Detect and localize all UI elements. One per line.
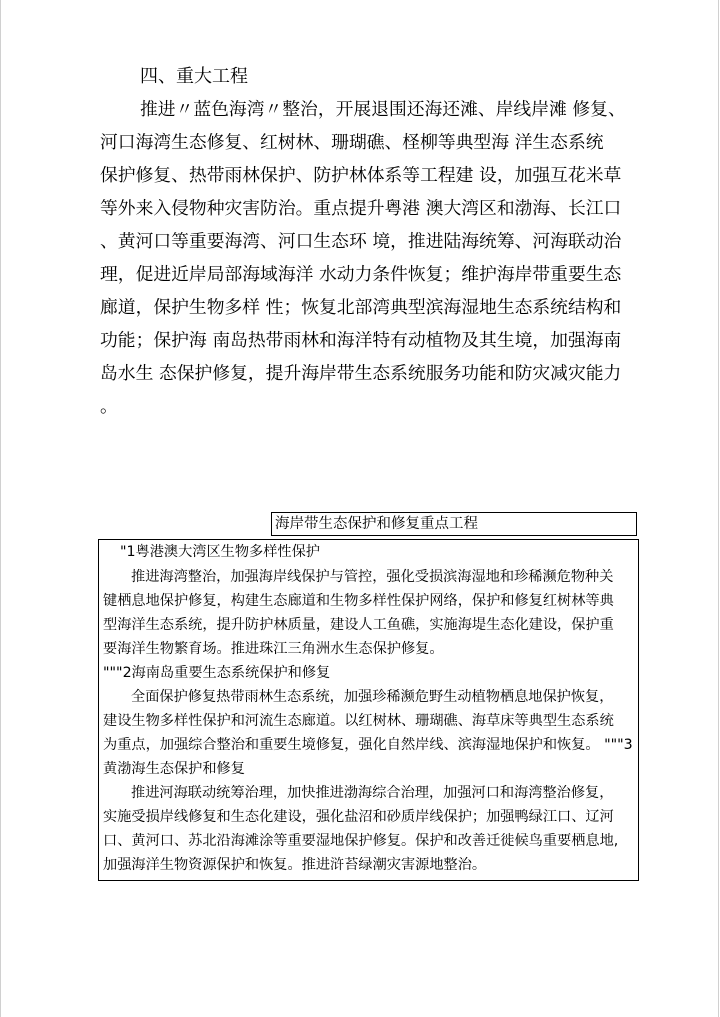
box-line: """2海南岛重要生态系统保护和修复 bbox=[103, 665, 331, 681]
paragraph-line: 等外来入侵物种灾害防治。重点提升粤港 澳大湾区和渤海、长江口 bbox=[100, 198, 622, 219]
paragraph-line: 推进〃蓝色海湾〃整治，开展退围还海还滩、岸线岸滩 修复、 bbox=[140, 99, 626, 120]
box-line: 口、黄河口、苏北沿海滩涂等重要湿地保护修复。保护和改善迁徙候鸟重要栖息地, bbox=[103, 833, 619, 849]
box-line: 型海洋生态系统，提升防护林质量，建设人工鱼礁，实施海堤生态化建设，保护重 bbox=[103, 617, 614, 633]
box-line: 推进海湾整治，加强海岸线保护与管控，强化受损滨海湿地和珍稀濒危物种关 bbox=[131, 569, 614, 585]
section-heading: 四、重大工程 bbox=[140, 66, 248, 87]
paragraph-line: 。 bbox=[100, 396, 118, 417]
box-line: 黄渤海生态保护和修复 bbox=[103, 761, 245, 777]
paragraph-line: 岛水生 态保护修复，提升海岸带生态系统服务功能和防灾减灾能力 bbox=[100, 363, 622, 384]
box-line: 为重点，加强综合整治和重要生境修复，强化自然岸线、滨海湿地保护和恢复。 """3 bbox=[103, 737, 633, 753]
box-line: 建设生物多样性保护和河流生态廊道。以红树林、珊瑚礁、海草床等典型生态系统 bbox=[103, 713, 614, 729]
paragraph-line: 理，促进近岸局部海域海洋 水动力条件恢复；维护海岸带重要生态 bbox=[100, 264, 622, 285]
paragraph-line: 廊道，保护生物多样 性；恢复北部湾典型滨海湿地生态系统结构和 bbox=[100, 297, 622, 318]
box-line: 推进河海联动统筹治理，加快推进渤海综合治理，加强河口和海湾整治修复， bbox=[131, 785, 614, 801]
paragraph-line: 功能；保护海 南岛热带雨林和海洋特有动植物及其生境，加强海南 bbox=[100, 330, 622, 351]
box-line: 键栖息地保护修复，构建生态廊道和生物多样性保护网络，保护和修复红树林等典 bbox=[103, 593, 614, 609]
paragraph-line: 保护修复、热带雨林保护、防护林体系等工程建 设，加强互花米草 bbox=[100, 165, 622, 186]
paragraph-line: 、黄河口等重要海湾、河口生态环 境，推进陆海统筹、河海联动治 bbox=[100, 231, 622, 252]
box-line: "1粤港澳大湾区生物多样性保护 bbox=[120, 544, 320, 560]
box-line: 加强海洋生物资源保护和恢复。推进浒苔绿潮灾害源地整治。 bbox=[103, 857, 487, 873]
box-line: 全面保护修复热带雨林生态系统，加强珍稀濒危野生动植物栖息地保护恢复， bbox=[131, 689, 614, 705]
box-line: 要海洋生物繁育场。推进珠江三角洲水生态保护修复。 bbox=[103, 641, 444, 657]
box-line: 实施受损岸线修复和生态化建设，强化盐沼和砂质岸线保护；加强鸭绿江口、辽河 bbox=[103, 809, 614, 825]
paragraph-line: 河口海湾生态修复、红树林、珊瑚礁、柽柳等典型海 洋生态系统 bbox=[100, 132, 604, 153]
box-title: 海岸带生态保护和修复重点工程 bbox=[271, 512, 637, 536]
key-projects-box bbox=[98, 539, 639, 881]
